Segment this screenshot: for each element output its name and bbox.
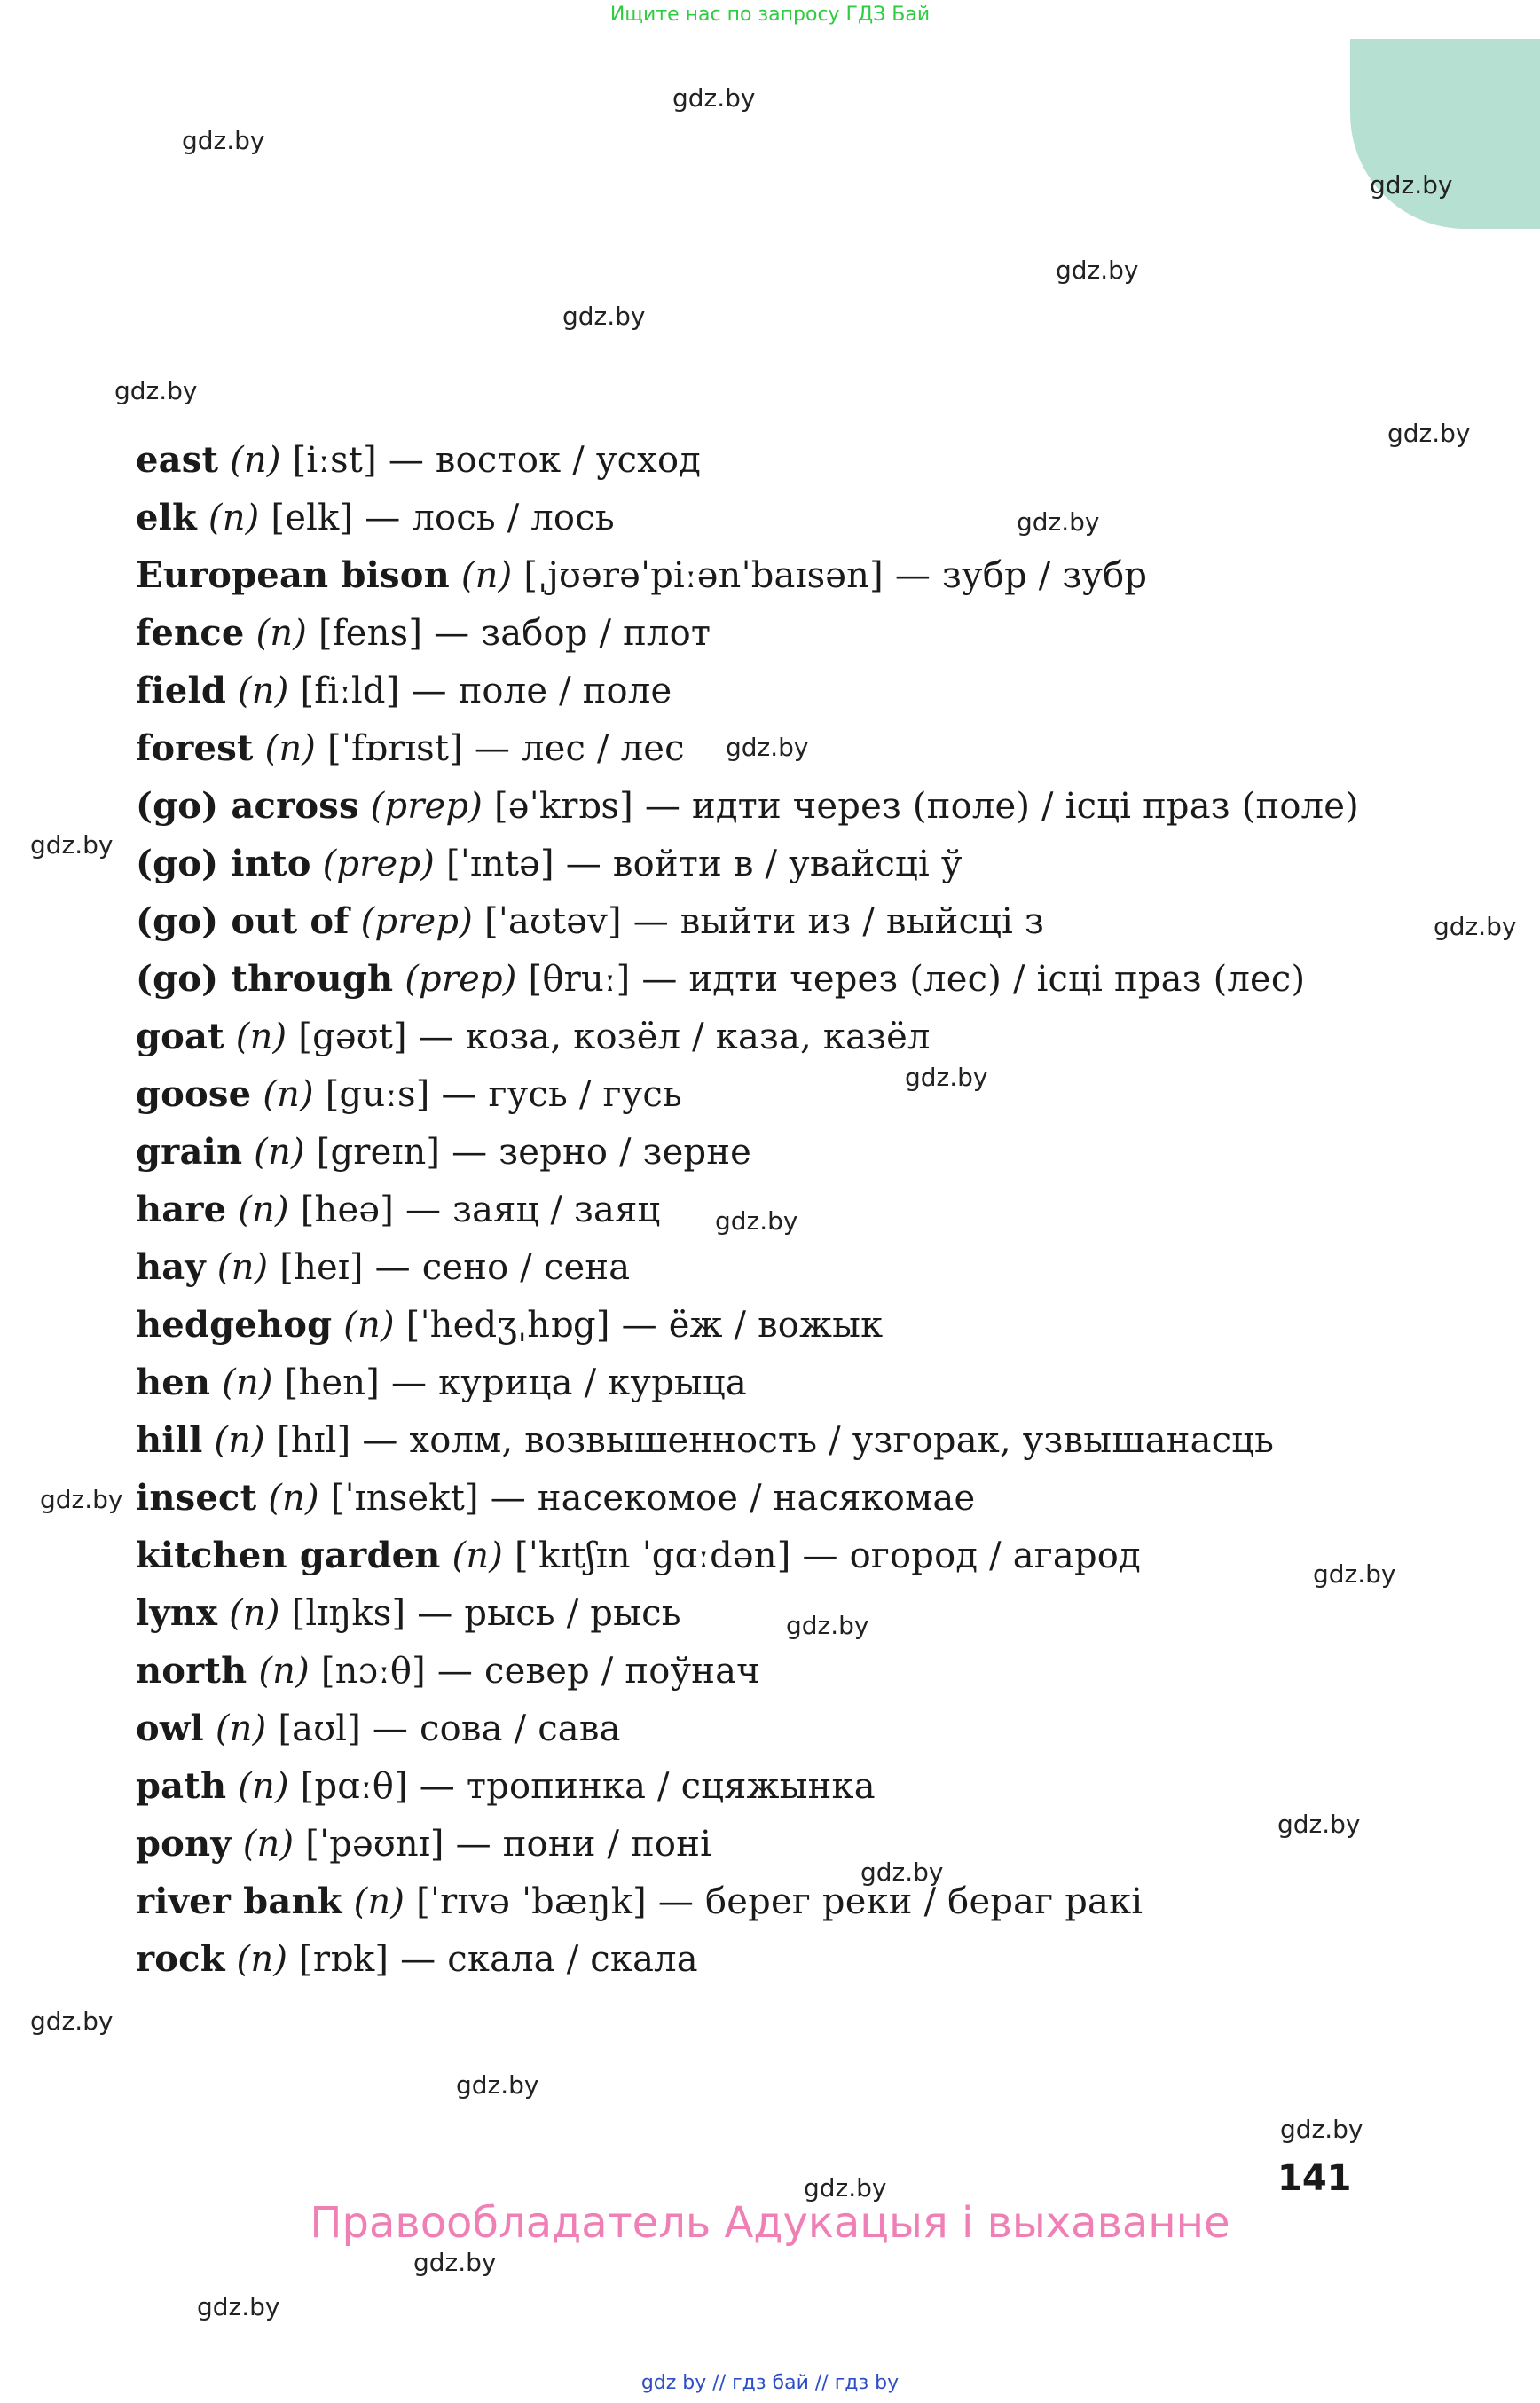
entry-translation: — ёж / вожык [621,1305,884,1346]
vocabulary-entry [136,1930,1395,1988]
watermark: gdz.by [860,1857,944,1887]
entry-word: fence [136,612,245,654]
entry-part-of-speech: (prep) [360,901,474,942]
watermark: gdz.by [715,1206,798,1236]
entry-transcription: [ˈrɪvə ˈbæŋk] [416,1881,647,1922]
entry-part-of-speech: (prep) [322,844,436,884]
vocabulary-entry [136,1181,1395,1238]
entry-word: rock [136,1938,225,1980]
entry-word: field [136,670,227,711]
watermark: gdz.by [804,2173,887,2203]
watermark: gdz.by [30,2006,114,2036]
entry-part-of-speech: (n) [460,555,513,596]
entry-transcription: [ˈɪnsekt] [330,1478,479,1519]
entry-part-of-speech: (n) [242,1824,295,1865]
vocabulary-entry [136,719,1395,777]
watermark: gdz.by [672,83,756,113]
entry-transcription: [lɪŋks] [291,1593,406,1634]
entry-part-of-speech: (n) [343,1305,395,1346]
entry-part-of-speech: (n) [229,1593,280,1634]
entry-word: east [136,439,219,481]
entry-transcription: [fiːld] [300,671,400,711]
watermark: gdz.by [1313,1559,1396,1589]
entry-translation: — рысь / рысь [417,1593,681,1634]
vocabulary-entry [136,546,1395,604]
entry-translation: — скала / скала [400,1939,698,1980]
entry-part-of-speech: (n) [268,1478,319,1519]
entry-word: (go) into [136,843,311,884]
entry-translation: — лес / лес [474,728,685,769]
entry-translation: — войти в / увайсці ў [565,844,962,884]
watermark: gdz.by [1280,2115,1363,2144]
entry-word: elk [136,497,197,538]
entry-part-of-speech: (n) [236,1939,288,1980]
entry-part-of-speech: (n) [230,440,281,481]
entry-translation: — сова / сава [372,1708,621,1749]
entry-transcription: [ˈɪntə] [445,844,554,884]
watermark: gdz.by [1370,170,1453,200]
entry-translation: — тропинка / сцяжынка [419,1766,876,1807]
entry-part-of-speech: (n) [214,1420,265,1461]
watermark: gdz.by [1277,1810,1361,1839]
watermark: gdz.by [456,2070,539,2100]
vocabulary-entry [136,604,1395,662]
vocabulary-entry [136,1527,1395,1584]
entry-translation: — идти через (лес) / ісці праз (лес) [641,959,1306,1000]
entry-translation: — зубр / зубр [894,555,1148,596]
watermark: gdz.by [114,376,198,405]
entry-transcription: [ˈkɪtʃɪn ˈgɑːdən] [514,1535,791,1576]
entry-part-of-speech: (n) [215,1708,267,1749]
entry-translation: — насекомое / насякомае [490,1478,976,1519]
entry-transcription: [fens] [318,613,423,654]
entry-part-of-speech: (n) [238,1190,289,1230]
vocabulary-entry [136,431,1395,489]
entry-word: lynx [136,1592,218,1634]
vocabulary-entry [136,1354,1395,1411]
entry-part-of-speech: (n) [237,671,289,711]
entry-translation: — гусь / гусь [441,1074,683,1115]
entry-translation: — лось / лось [365,498,615,538]
entry-word: European bison [136,554,450,596]
entry-translation: — курица / курыца [390,1362,747,1403]
entry-word: goose [136,1073,252,1115]
watermark: gdz.by [905,1063,988,1092]
entry-translation: — забор / плот [434,613,711,654]
entry-word: kitchen garden [136,1535,441,1576]
watermark: gdz.by [786,1611,869,1640]
vocabulary-entry [136,1815,1395,1873]
entry-translation: — поле / поле [411,671,672,711]
entry-transcription: [heə] [300,1190,395,1230]
entry-part-of-speech: (n) [353,1881,405,1922]
entry-word: hill [136,1419,203,1461]
entry-translation: — заяц / заяц [405,1190,661,1230]
vocabulary-entry [136,777,1395,835]
entry-word: (go) out of [136,900,350,942]
entry-word: forest [136,727,254,769]
watermark: gdz.by [562,302,646,331]
entry-transcription: [hɪl] [276,1420,351,1461]
copyright-notice: Правообладатель Адукацыя і выхаванне [310,2198,1230,2248]
top-banner[interactable]: Ищите нас по запросу ГДЗ Бай [609,4,931,26]
vocabulary-entry [136,489,1395,546]
entry-transcription: [hen] [284,1362,381,1403]
entry-part-of-speech: (n) [222,1362,273,1403]
page-number: 141 [1277,2158,1352,2199]
entry-transcription: [ˈpəʊnɪ] [305,1824,444,1865]
entry-word: north [136,1650,248,1692]
entry-part-of-speech: (n) [452,1535,504,1576]
entry-transcription: [θruː] [528,959,631,1000]
entry-part-of-speech: (n) [238,1766,289,1807]
vocabulary-entry [136,1642,1395,1700]
vocabulary-entry [136,662,1395,719]
entry-transcription: [rɒk] [299,1939,389,1980]
entry-part-of-speech: (prep) [370,786,483,827]
entry-word: path [136,1765,227,1807]
entry-transcription: [aʊl] [278,1708,361,1749]
entry-translation: — выйти из / выйсці з [632,901,1044,942]
entry-word: pony [136,1823,232,1865]
entry-part-of-speech: (n) [264,728,317,769]
watermark: gdz.by [182,126,265,155]
entry-transcription: [ˈhedʒˌhɒg] [405,1305,610,1346]
watermark: gdz.by [726,733,809,762]
entry-transcription: [ˈfɒrɪst] [327,728,463,769]
vocabulary-entry [136,1065,1395,1123]
entry-transcription: [iːst] [292,440,377,481]
vocabulary-entry [136,1757,1395,1815]
entry-transcription: [guːs] [325,1074,430,1115]
entry-word: hedgehog [136,1304,333,1346]
entry-translation: — пони / поні [455,1824,712,1865]
entry-part-of-speech: (n) [254,1132,305,1173]
entry-word: river bank [136,1881,342,1922]
vocabulary-entry [136,835,1395,892]
entry-part-of-speech: (n) [235,1017,287,1057]
entry-translation: — берег реки / бераг ракі [657,1881,1143,1922]
entry-word: (go) through [136,958,394,1000]
footer-links[interactable]: gdz by // гдз бай // гдз by [640,2372,900,2394]
entry-transcription: [pɑːθ] [300,1766,408,1807]
vocabulary-entry [136,1411,1395,1469]
entry-word: hare [136,1189,227,1230]
vocabulary-entry [136,1700,1395,1757]
entry-transcription: [elk] [271,498,354,538]
entry-translation: — коза, козёл / каза, казёл [418,1017,931,1057]
watermark: gdz.by [1056,255,1139,285]
entry-part-of-speech: (n) [216,1247,269,1288]
vocabulary-list [136,431,1395,1988]
entry-word: hay [136,1246,206,1288]
entry-word: (go) across [136,785,359,827]
entry-translation: — сено / сена [374,1247,631,1288]
vocabulary-entry [136,950,1395,1008]
entry-translation: — восток / усход [388,440,702,481]
entry-word: owl [136,1708,204,1749]
vocabulary-entry [136,1238,1395,1296]
vocabulary-entry [136,1008,1395,1065]
vocabulary-entry [136,1296,1395,1354]
entry-transcription: [əˈkrɒs] [493,786,633,827]
vocabulary-entry [136,892,1395,950]
entry-transcription: [ˈaʊtəv] [483,901,622,942]
entry-transcription: [greɪn] [316,1132,441,1173]
entry-translation: — холм, возвышенность / узгорак, узвышанасць [362,1420,1275,1461]
watermark: gdz.by [413,2248,497,2277]
watermark: gdz.by [30,830,114,860]
entry-translation: — огород / агарод [802,1535,1141,1576]
vocabulary-entry [136,1584,1395,1642]
entry-translation: — север / поўнач [436,1651,760,1692]
entry-translation: — зерно / зерне [452,1132,752,1173]
entry-word: insect [136,1477,257,1519]
vocabulary-entry [136,1469,1395,1527]
entry-translation: — идти через (поле) / ісці праз (поле) [644,786,1359,827]
watermark: gdz.by [1434,912,1517,941]
entry-word: hen [136,1362,211,1403]
watermark: gdz.by [40,1485,123,1514]
vocabulary-entry [136,1873,1395,1930]
entry-word: goat [136,1016,224,1057]
watermark: gdz.by [1017,507,1100,537]
entry-transcription: [gəʊt] [298,1017,407,1057]
entry-part-of-speech: (n) [258,1651,310,1692]
entry-transcription: [ˌjʊərəˈpiːənˈbaɪsən] [523,555,884,596]
entry-part-of-speech: (prep) [405,959,517,1000]
entry-part-of-speech: (n) [255,613,308,654]
entry-transcription: [heɪ] [279,1247,364,1288]
entry-part-of-speech: (n) [263,1074,314,1115]
entry-part-of-speech: (n) [208,498,260,538]
corner-tab [1350,39,1540,229]
entry-word: grain [136,1131,243,1173]
vocabulary-entry [136,1123,1395,1181]
entry-transcription: [nɔːθ] [320,1651,426,1692]
watermark: gdz.by [1387,419,1471,448]
watermark: gdz.by [197,2292,280,2321]
